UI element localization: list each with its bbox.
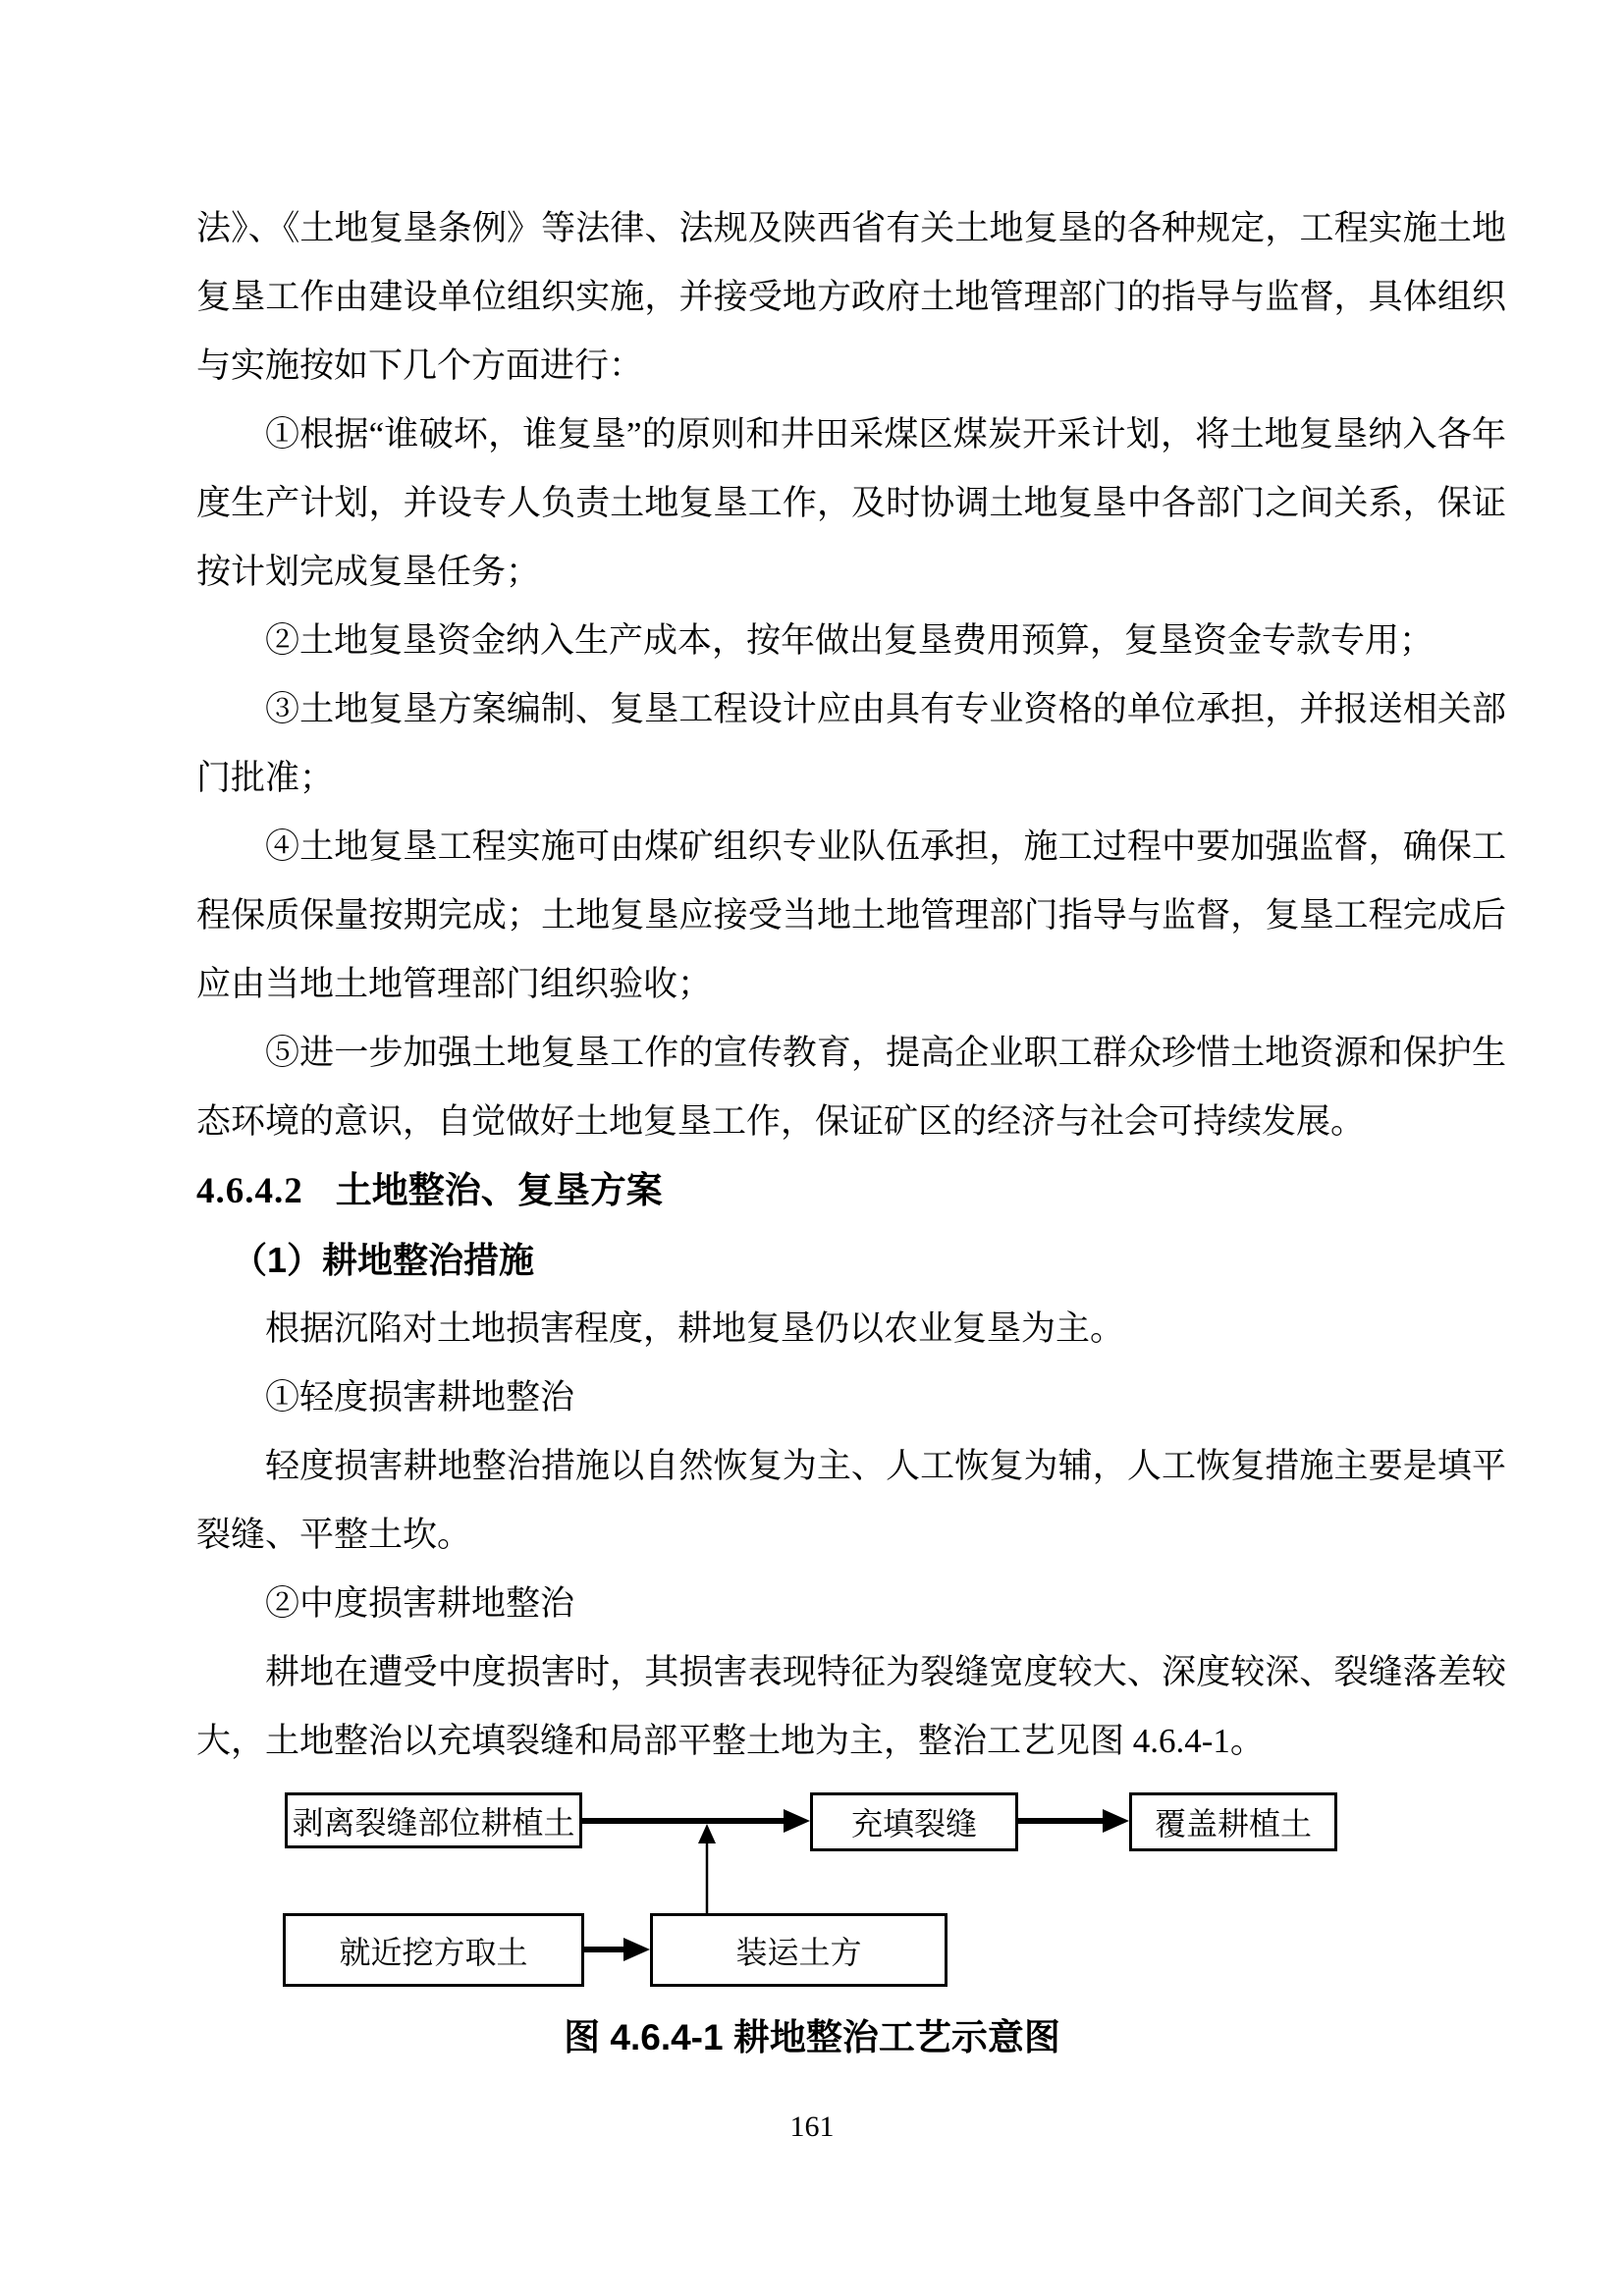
section-heading-number: 4.6.4.2 xyxy=(196,1171,303,1211)
arrow-right-borrow-to-haul xyxy=(584,1938,650,1961)
flow-box-strip-topsoil: 剥离裂缝部位耕植土 xyxy=(285,1792,582,1848)
list-item-1: ①根据“谁破坏，谁复垦”的原则和井田采煤区煤炭开采计划，将土地复垦纳入各年度生产计划，并设专人负责土地复垦工作，及时协调土地复垦中各部门之间关系，保证按计划完成复垦任务； xyxy=(196,415,1506,591)
flow-box-cover-topsoil: 覆盖耕植土 xyxy=(1129,1792,1337,1851)
paragraph-medium-damage-title: ②中度损害耕地整治 xyxy=(265,1584,575,1623)
page-number: 161 xyxy=(789,2110,835,2143)
flow-box-borrow-soil: 就近挖方取土 xyxy=(283,1913,584,1987)
flow-box-fill-cracks: 充填裂缝 xyxy=(810,1792,1018,1851)
section-heading xyxy=(196,1156,1506,1226)
paragraph-light-damage-title: ①轻度损害耕地整治 xyxy=(265,1378,575,1416)
list-item-3: ③土地复垦方案编制、复垦工程设计应由具有专业资格的单位承担，并报送相关部门批准； xyxy=(196,690,1506,797)
figure-flowchart xyxy=(196,1792,1506,1989)
flow-box-haul-soil: 装运土方 xyxy=(650,1913,947,1987)
figure-caption: 图 4.6.4-1 耕地整治工艺示意图 xyxy=(564,2017,1060,2057)
paragraph-medium-damage: 耕地在遭受中度损害时，其损害表现特征为裂缝宽度较大、深度较深、裂缝落差较大，土地整治以充填裂缝和局部平整土地为主，整治工艺见图 4.6.4-1。 xyxy=(196,1653,1506,1760)
paragraph-basis: 根据沉陷对土地损害程度，耕地复垦仍以农业复垦为主。 xyxy=(265,1309,1125,1348)
list-item-4: ④土地复垦工程实施可由煤矿组织专业队伍承担，施工过程中要加强监督，确保工程保质保量按期完成；土地复垦应接受当地土地管理部门指导与监督，复垦工程完成后应由当地土地管理部门组织验收； xyxy=(196,828,1506,1003)
arrow-up-haul-to-mainline xyxy=(698,1824,716,1913)
arrow-right-fill-to-cover xyxy=(1018,1809,1129,1833)
list-item-5: ⑤进一步加强土地复垦工作的宣传教育，提高企业职工群众珍惜土地资源和保护生态环境的意识，自觉做好土地复垦工作，保证矿区的经济与社会可持续发展。 xyxy=(196,1034,1506,1141)
section-heading-title: 土地整治、复垦方案 xyxy=(335,1170,663,1210)
paragraph-legal-basis: 法》、《土地复垦条例》等法律、法规及陕西省有关土地复垦的各种规定，工程实施土地复垦工作由建设单位组织实施，并接受地方政府土地管理部门的指导与监督，具体组织与实施按如下几个方面进行： xyxy=(196,209,1506,385)
list-item-2: ②土地复垦资金纳入生产成本，按年做出复垦费用预算，复垦资金专款专用； xyxy=(265,621,1435,660)
paragraph-light-damage: 轻度损害耕地整治措施以自然恢复为主、人工恢复为辅，人工恢复措施主要是填平裂缝、平整土坎。 xyxy=(196,1447,1506,1554)
subsection-heading: （1）耕地整治措施 xyxy=(232,1240,535,1280)
arrow-right-strip-to-fill xyxy=(582,1809,810,1833)
